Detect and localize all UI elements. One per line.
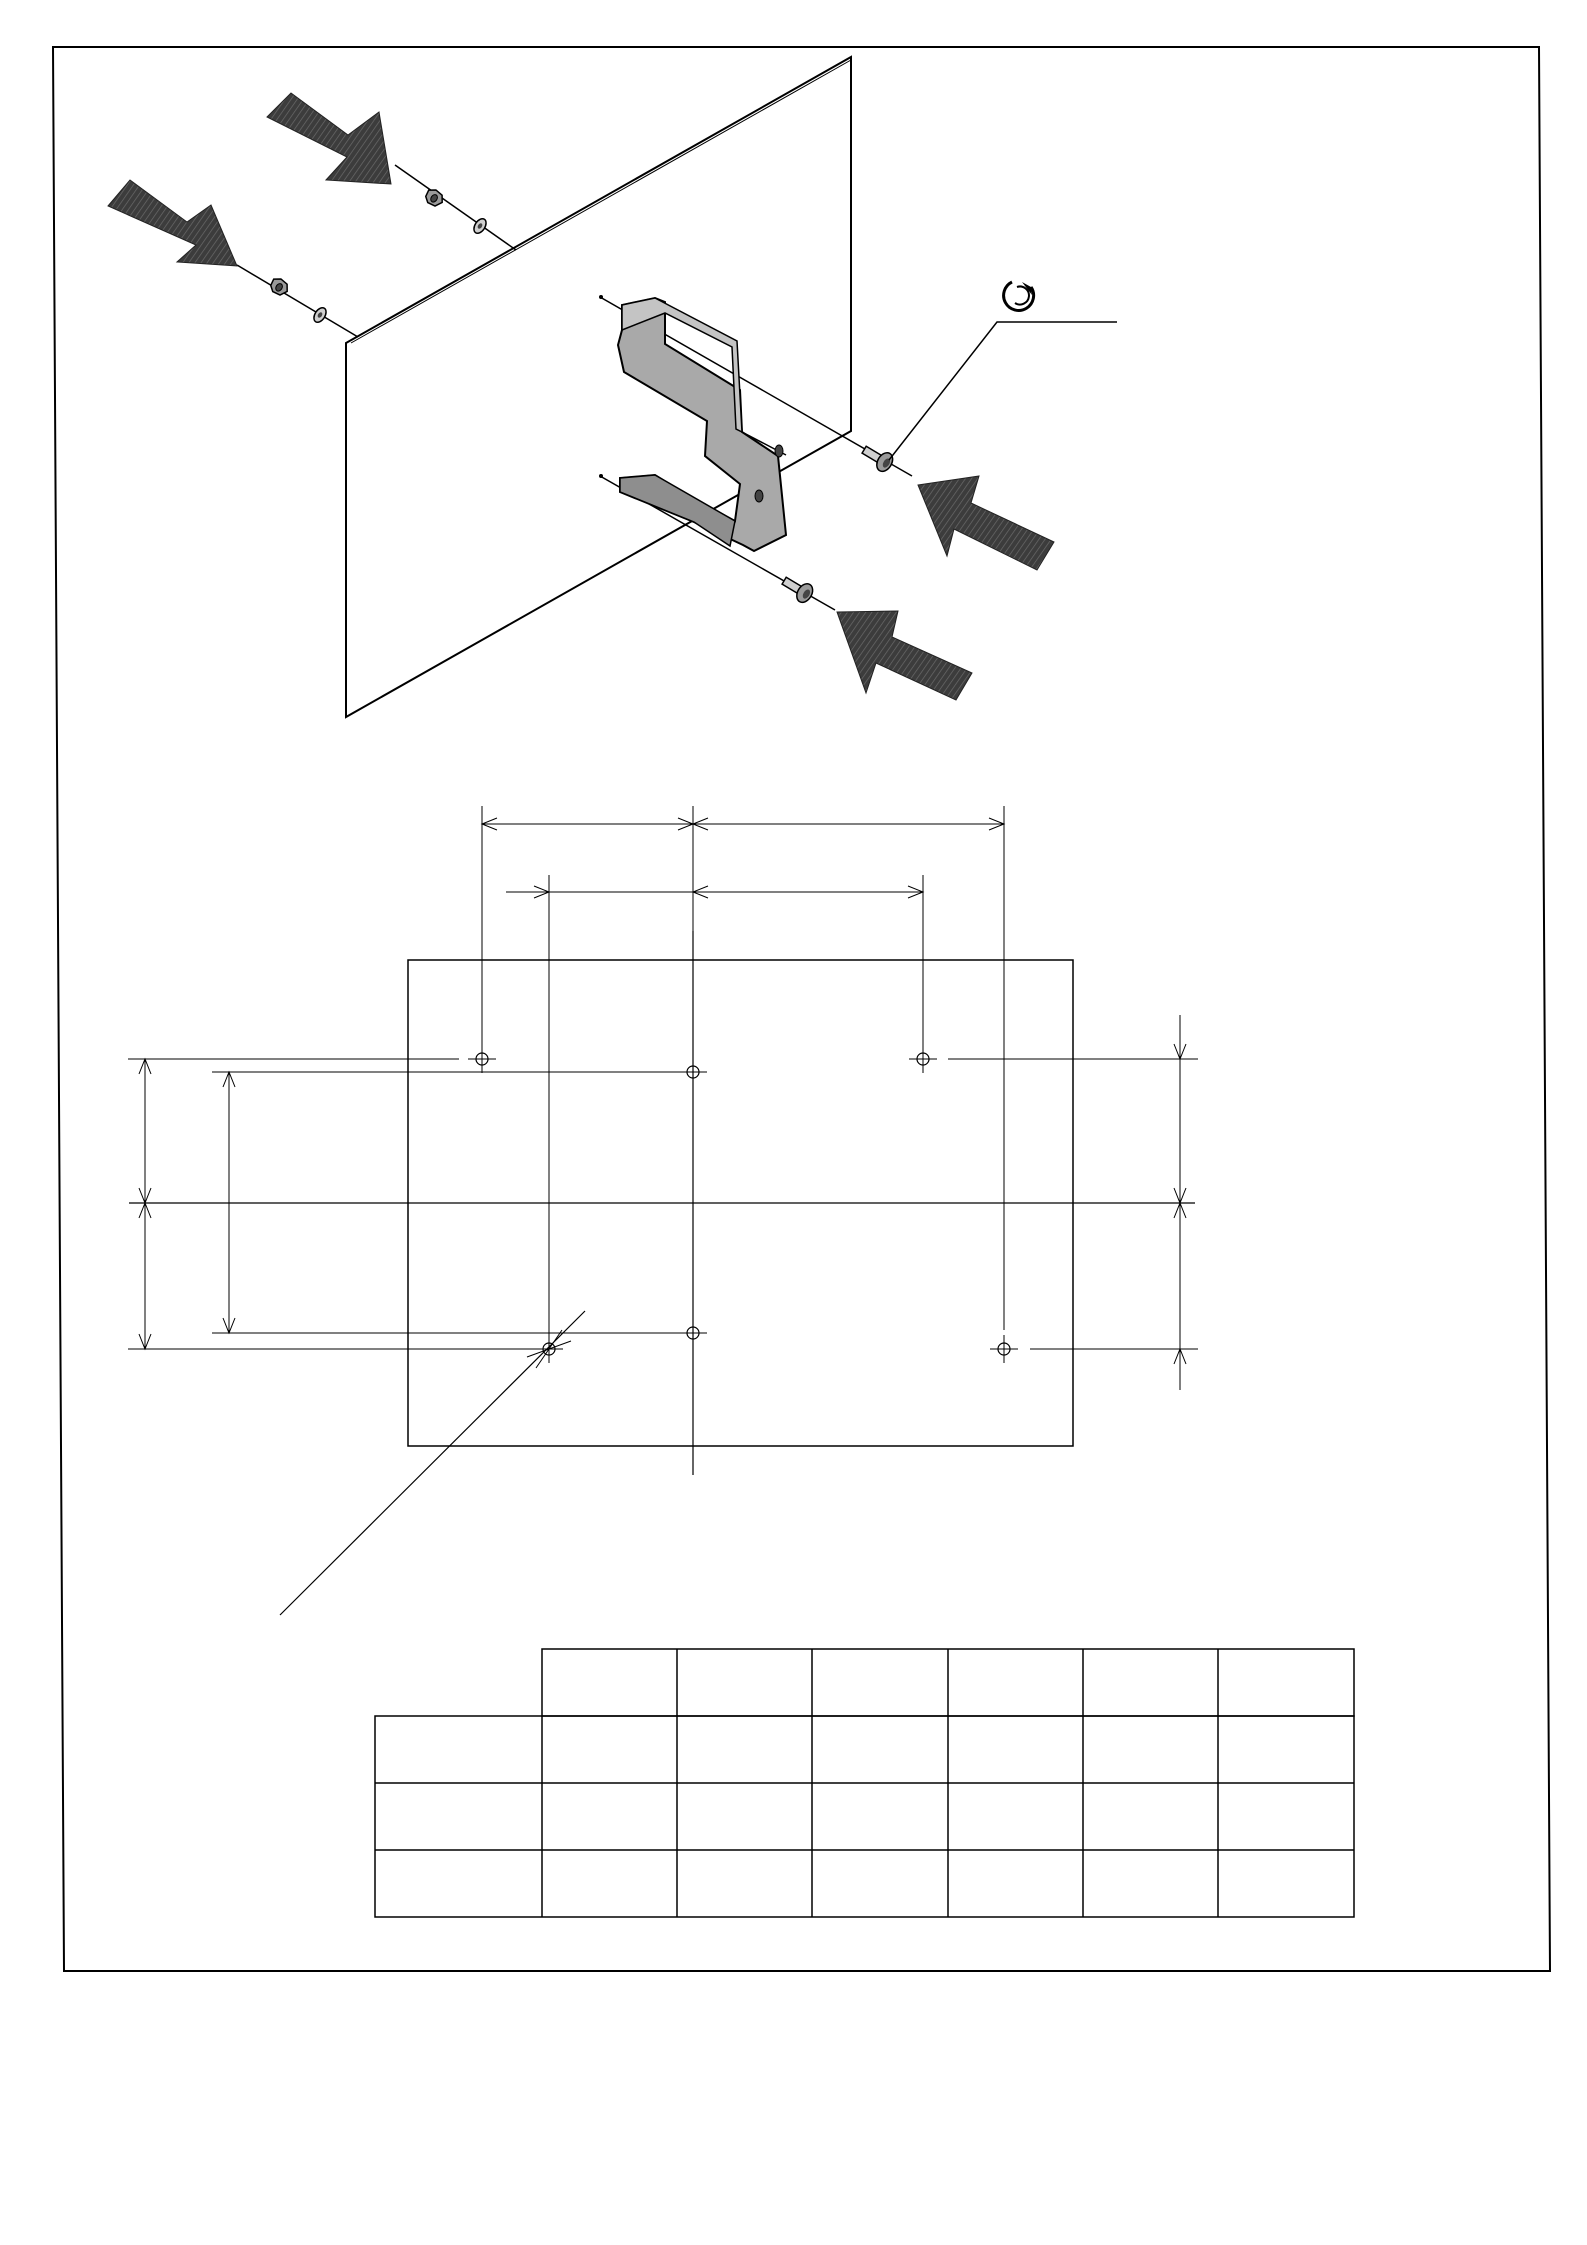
- assembly-direction-arrow-icon: [108, 180, 237, 266]
- washer: [311, 306, 328, 325]
- mounting-hole: [468, 1045, 496, 1073]
- fastener-axis-upper: [395, 165, 516, 250]
- hole-pattern-view: [128, 806, 1198, 1615]
- screw: [779, 572, 816, 605]
- washer: [471, 217, 488, 236]
- torque-leader-line: [889, 322, 1117, 460]
- assembly-direction-arrow-icon: [267, 93, 391, 184]
- mounting-hole: [909, 1045, 937, 1073]
- assembly-direction-arrow-icon: [918, 476, 1054, 570]
- dimension-table: [375, 1649, 1354, 1917]
- mounting-hole: [990, 1335, 1018, 1363]
- assembly-view: [108, 57, 1117, 717]
- mounting-panel: [346, 57, 851, 717]
- torque-rotation-icon: [1004, 282, 1034, 310]
- assembly-direction-arrow-icon: [837, 611, 972, 700]
- fastener-axis-lower: [237, 265, 358, 337]
- nut: [423, 187, 446, 209]
- hole-callout-leader: [280, 1311, 585, 1615]
